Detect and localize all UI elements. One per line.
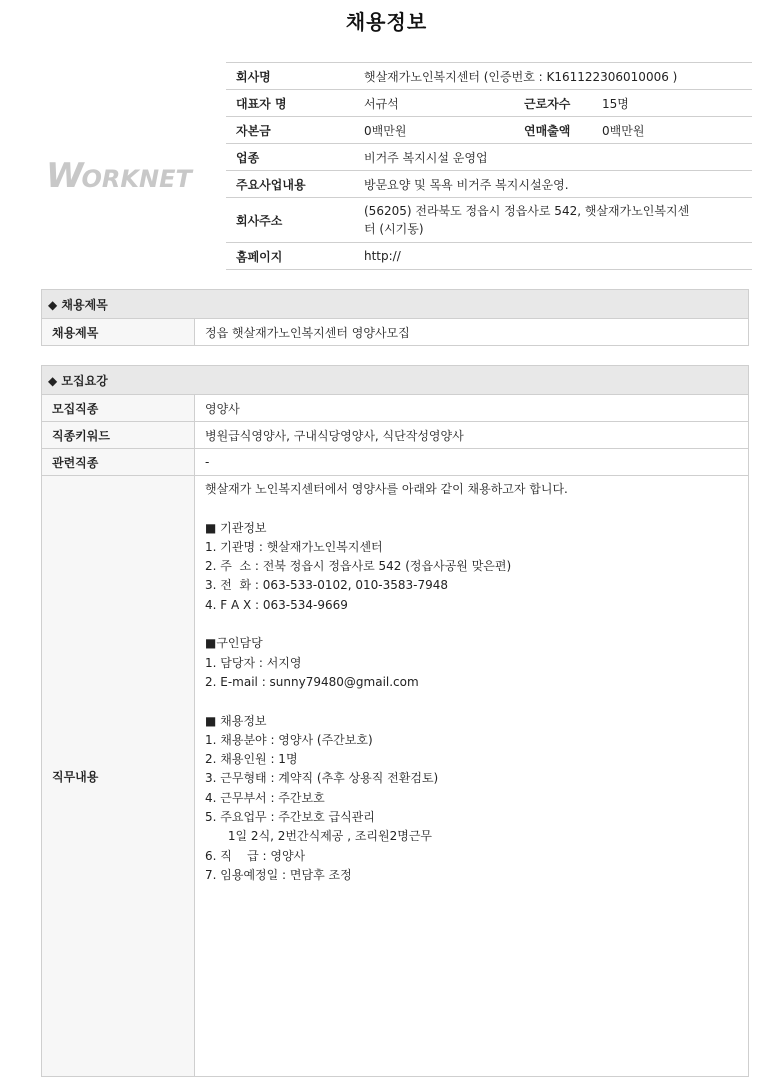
- capital-value: 0백만원: [354, 117, 524, 144]
- homepage-link[interactable]: http://: [354, 243, 752, 270]
- duty-line: [205, 692, 738, 711]
- industry-value: 비거주 복지시설 운영업: [354, 144, 752, 171]
- company-row-industry: [226, 144, 752, 171]
- ceo-label: 대표자 명: [226, 90, 354, 117]
- duty-line: 3. 근무형태 : 계약직 (추후 상용직 전환검토): [205, 771, 439, 786]
- duty-line: 2. 채용인원 : 1명: [205, 752, 298, 767]
- duty-row: [42, 476, 749, 1077]
- keyword-label: 직종키워드: [42, 422, 195, 449]
- recruit-guide-section: [41, 365, 749, 1077]
- logo-text: ORKNET: [81, 165, 192, 193]
- recruit-title-row: [42, 319, 749, 346]
- related-value: -: [195, 449, 749, 476]
- recruit-guide-header-row: [42, 366, 749, 395]
- recruit-title-value: 정읍 햇살재가노인복지센터 영양사모집: [195, 319, 749, 346]
- sales-label: 연매출액: [524, 117, 592, 144]
- address-value: [354, 198, 752, 243]
- related-label: 관련직종: [42, 449, 195, 476]
- company-row-business: [226, 171, 752, 198]
- duty-line-email: 2. E-mail : sunny79480@gmail.com: [205, 674, 419, 689]
- recruit-title-section: [41, 289, 749, 346]
- duty-content: [195, 476, 749, 1077]
- page-title: 채용정보: [345, 10, 428, 34]
- address-label: 회사주소: [226, 198, 354, 243]
- recruit-guide-header: ◆ 모집요강: [42, 366, 749, 395]
- business-label: 주요사업내용: [226, 171, 354, 198]
- duty-line: 7. 임용예정일 : 면담후 조정: [205, 867, 352, 882]
- duty-line: 6. 직 급 : 영양사: [205, 848, 306, 863]
- company-row-capital: [226, 117, 752, 144]
- job-label: 모집직종: [42, 395, 195, 422]
- recruit-title-label: 채용제목: [42, 319, 195, 346]
- duty-line: 2. 주 소 : 전북 정읍시 정읍사로 542 (정읍사공원 맞은편): [205, 559, 512, 574]
- company-name-value: 햇살재가노인복지센터 (인증번호 : K161122306010006 ): [354, 63, 752, 90]
- address-line-1: (56205) 전라북도 정읍시 정읍사로 542, 햇살재가노인복지센: [364, 204, 690, 218]
- job-value: 영양사: [195, 395, 749, 422]
- job-row: [42, 395, 749, 422]
- recruit-title-header: ◆ 채용제목: [42, 290, 749, 319]
- logo-w: W: [46, 156, 82, 196]
- duty-line: 햇살재가 노인복지센터에서 영양사를 아래와 같이 채용하고자 합니다.: [205, 482, 568, 496]
- address-line-2: 터 (시기동): [364, 222, 424, 236]
- capital-label: 자본금: [226, 117, 354, 144]
- company-name-label: 회사명: [226, 63, 354, 90]
- workers-value: 15명: [592, 90, 752, 117]
- company-row-homepage: [226, 243, 752, 270]
- duty-line: 4. 근무부서 : 주간보호: [205, 790, 325, 805]
- duty-line: ■ 기관정보: [205, 520, 267, 535]
- related-row: [42, 449, 749, 476]
- business-value: 방문요양 및 목욕 비거주 복지시설운영.: [354, 171, 752, 198]
- keyword-row: [42, 422, 749, 449]
- workers-label: 근로자수: [524, 90, 592, 117]
- duty-line: 3. 전 화 : 063-533-0102, 010-3583-7948: [205, 578, 449, 593]
- duty-line: 1. 채용분야 : 영양사 (주간보호): [205, 732, 373, 747]
- company-row-ceo: [226, 90, 752, 117]
- company-row-address: [226, 198, 752, 243]
- duty-label: 직무내용: [42, 476, 195, 1077]
- keyword-value: 병원급식영양사, 구내식당영양사, 식단작성영양사: [195, 422, 749, 449]
- industry-label: 업종: [226, 144, 354, 171]
- duty-line: ■ 채용정보: [205, 713, 267, 728]
- duty-line: 4. F A X : 063-534-9669: [205, 597, 348, 612]
- company-row-name: [226, 63, 752, 90]
- duty-line: 1일 2식, 2번간식제공 , 조리원2명근무: [205, 829, 433, 844]
- homepage-label: 홈페이지: [226, 243, 354, 270]
- duty-line: ■구인담당: [205, 636, 263, 651]
- sales-value: 0백만원: [592, 117, 752, 144]
- ceo-value: 서규석: [354, 90, 524, 117]
- duty-line: 5. 주요업무 : 주간보호 급식관리: [205, 810, 375, 825]
- duty-line: [205, 615, 738, 634]
- duty-line: 1. 기관명 : 햇살재가노인복지센터: [205, 539, 383, 554]
- worknet-logo: [46, 156, 192, 196]
- duty-line: [205, 499, 738, 518]
- duty-line: 1. 담당자 : 서지영: [205, 655, 302, 670]
- recruit-title-header-row: [42, 290, 749, 319]
- company-info-table: [226, 62, 752, 270]
